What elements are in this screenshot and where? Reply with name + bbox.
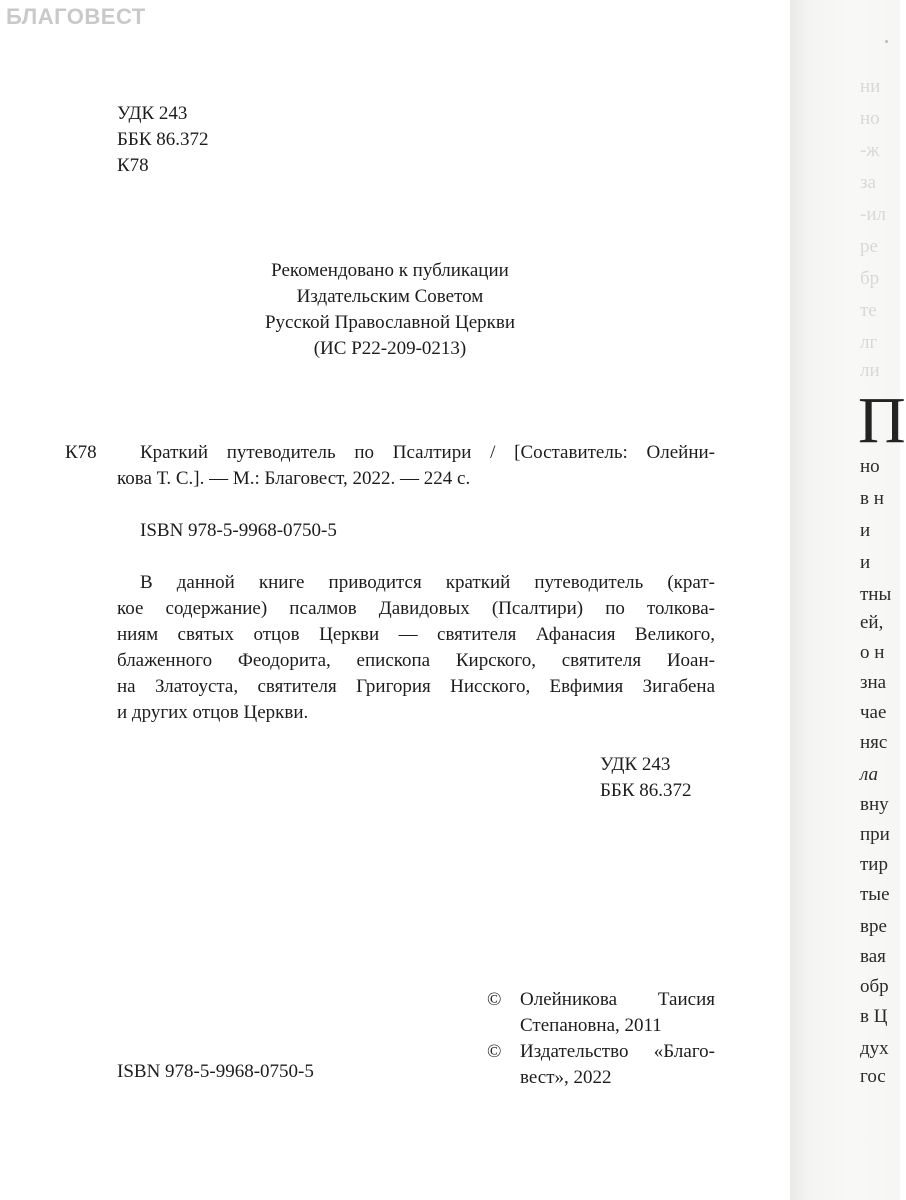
facing-faint-line: бр [860,268,880,289]
biblio-author-mark: К78 [65,442,97,463]
facing-text-line: о н [860,642,885,663]
facing-text-line: дух [860,1038,889,1059]
copyright-symbol-2: © [487,1041,502,1062]
copyright-holder-2-line-1: Издательство «Благо- [520,1041,715,1062]
facing-text-line: при [860,824,890,845]
annotation-line-1: В данной книге приводится краткий путеводитель (крат- [140,572,715,593]
udk-code-bottom: УДК 243 [600,754,671,775]
bbk-code-bottom: ББК 86.372 [600,780,692,801]
facing-text-line: гос [860,1066,886,1087]
facing-faint-line: те [860,300,877,321]
biblio-isbn: ISBN 978-5-9968-0750-5 [140,520,337,541]
isbn-bottom: ISBN 978-5-9968-0750-5 [117,1061,314,1082]
facing-text-line: вая [860,946,886,967]
facing-text-line: в н [860,488,884,509]
facing-text-line: тны [860,584,892,605]
biblio-line-2: кова Т. С.]. — М.: Благовест, 2022. — 224 с. [117,468,471,489]
facing-text-line: в Ц [860,1006,888,1027]
annotation-line-3: ниям святых отцов Церкви — святителя Афанасия Великого, [117,624,715,645]
facing-faint-line: ли [860,360,880,381]
facing-faint-line: но [860,108,880,129]
facing-drop-cap: П [858,384,906,457]
facing-text-line: вну [860,794,889,815]
copyright-symbol-1: © [487,989,502,1010]
page-speck [885,40,888,43]
biblio-line-1: Краткий путеводитель по Псалтири / [Составитель: Олейни- [140,442,715,463]
recommendation-line-2: Издательским Советом [296,286,484,307]
publisher-watermark: БЛАГОВЕСТ [6,4,146,29]
udk-code-top: УДК 243 [117,103,188,124]
facing-text-line: тир [860,854,888,875]
facing-text-line: тые [860,884,890,905]
facing-faint-line: -ил [860,204,886,225]
annotation-line-6: и других отцов Церкви. [117,702,309,723]
facing-page-edge [790,0,906,1200]
facing-text-line: вре [860,916,887,937]
author-mark-top: К78 [117,155,149,176]
bbk-code-top: ББК 86.372 [117,129,209,150]
copyright-holder-1-line-1: Олейникова Таисия [520,989,715,1010]
facing-text-line: но [860,456,880,477]
facing-text-line: зна [860,672,887,693]
facing-faint-line: ре [860,236,878,257]
annotation-line-5: на Златоуста, святителя Григория Нисского, Евфимия Зигабена [117,676,715,697]
facing-faint-line: за [860,172,876,193]
annotation-line-2: кое содержание) псалмов Давидовых (Псалтири) по толкова- [117,598,715,619]
facing-text-line: и [860,520,871,541]
facing-faint-line: лг [860,332,878,353]
facing-faint-line: ни [860,76,881,97]
facing-text-line: няс [860,732,888,753]
facing-text-line: обр [860,976,889,997]
annotation-line-4: блаженного Феодорита, епископа Кирского, святителя Иоан- [117,650,715,671]
facing-text-line: ей, [860,612,884,633]
facing-text-line: ла [860,764,879,785]
recommendation-line-4: (ИС Р22-209-0213) [313,338,467,359]
copyright-holder-2-line-2: вест», 2022 [520,1067,612,1088]
facing-text-line: чае [860,702,887,723]
copyright-holder-1-line-2: Степановна, 2011 [520,1015,662,1036]
recommendation-line-3: Русской Православной Церкви [264,312,515,333]
recommendation-line-1: Рекомендовано к публикации [271,260,509,281]
facing-faint-line: -ж [860,140,880,161]
facing-text-line: и [860,552,871,573]
